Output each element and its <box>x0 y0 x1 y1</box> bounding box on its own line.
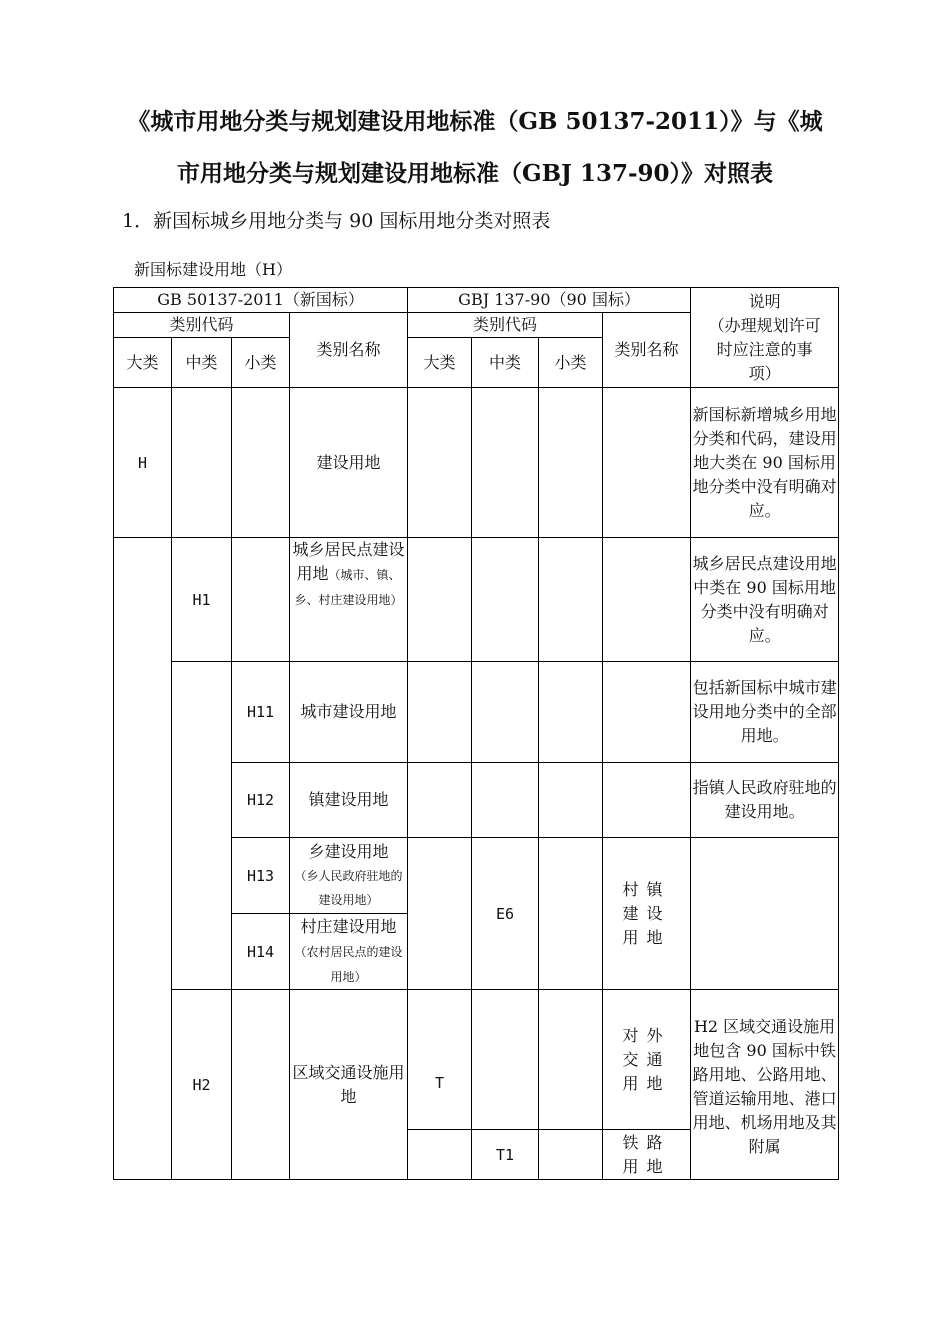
empty-cell <box>232 990 290 1180</box>
empty-cell <box>408 388 472 538</box>
code-h12: H12 <box>232 763 290 838</box>
document-title <box>100 96 850 200</box>
name-h14-detail: （农村居民点的建设用地） <box>294 944 403 984</box>
code-h2: H2 <box>172 990 232 1180</box>
header-new-name: 类别名称 <box>290 313 408 388</box>
empty-cell <box>603 388 691 538</box>
code-h13: H13 <box>232 838 290 914</box>
name-h1-detail: （城市、镇、乡、村庄建设用地） <box>294 568 403 607</box>
empty-cell <box>603 763 691 838</box>
empty-cell <box>232 388 290 538</box>
table-row <box>114 538 839 662</box>
old-name-t <box>603 990 691 1130</box>
empty-cell <box>539 538 603 662</box>
name-h13 <box>290 838 408 914</box>
empty-medium-cell <box>172 662 232 990</box>
section-heading: 1．新国标城乡用地分类与 90 国标用地分类对照表 <box>122 210 551 232</box>
empty-cell <box>408 538 472 662</box>
note-h12: 指镇人民政府驻地的建设用地。 <box>691 763 839 838</box>
empty-cell <box>472 538 539 662</box>
old-name-t1-text: 铁路用地 <box>622 1132 671 1176</box>
empty-cell <box>603 538 691 662</box>
header-medium: 中类 <box>172 338 232 388</box>
name-h1-main: 城乡居民点建设用地 <box>292 540 405 583</box>
name-h14-main: 村庄建设用地 <box>300 916 397 936</box>
empty-cell <box>539 1130 603 1180</box>
header-note-subtitle: （办理规划许可时应注意的事项） <box>708 315 821 383</box>
header-new-code: 类别代码 <box>114 313 290 338</box>
table-caption: 新国标建设用地（H） <box>134 260 292 279</box>
header-note <box>691 288 839 388</box>
name-h14 <box>290 914 408 990</box>
empty-cell <box>472 662 539 763</box>
header-new-standard: GB 50137-2011（新国标） <box>114 288 408 313</box>
name-h1 <box>290 538 408 662</box>
old-code-t: T <box>408 990 472 1130</box>
name-h12: 镇建设用地 <box>290 763 408 838</box>
name-h13-detail: （乡人民政府驻地的建设用地） <box>294 868 403 907</box>
header-old-name: 类别名称 <box>603 313 691 388</box>
empty-cell <box>408 838 472 990</box>
name-h2: 区域交通设施用地 <box>290 990 408 1180</box>
empty-cell <box>232 538 290 662</box>
empty-cell <box>472 388 539 538</box>
empty-cell <box>172 388 232 538</box>
header-old-medium: 中类 <box>472 338 539 388</box>
empty-cell <box>603 662 691 763</box>
old-name-e6 <box>603 838 691 990</box>
empty-cell <box>408 1130 472 1180</box>
empty-cell <box>539 662 603 763</box>
name-h: 建设用地 <box>290 388 408 538</box>
old-name-t-text: 对外交通用地 <box>622 1025 671 1093</box>
old-name-t1 <box>603 1130 691 1180</box>
note-h2: H2 区域交通设施用地包含 90 国标中铁路用地、公路用地、管道运输用地、港口用地、机场用地及其附属 <box>691 990 839 1180</box>
name-h13-main: 乡建设用地 <box>308 841 389 861</box>
table-row <box>114 388 839 538</box>
header-old-code: 类别代码 <box>408 313 603 338</box>
comparison-table <box>113 287 839 1180</box>
empty-cell <box>472 990 539 1130</box>
empty-cell <box>472 763 539 838</box>
old-name-e6-text: 村镇建设用地 <box>622 879 671 947</box>
code-h11: H11 <box>232 662 290 763</box>
empty-major-cell <box>114 538 172 1180</box>
note-h: 新国标新增城乡用地分类和代码，建设用地大类在 90 国标用地分类中没有明确对应。 <box>691 388 839 538</box>
empty-cell <box>539 838 603 990</box>
table-row <box>114 662 839 763</box>
empty-cell <box>408 763 472 838</box>
header-old-minor: 小类 <box>539 338 603 388</box>
header-note-title: 说明 <box>748 291 781 311</box>
name-h11: 城市建设用地 <box>290 662 408 763</box>
document-title-line-1: 《城市用地分类与规划建设用地标准（GB 50137-2011）》与《城 <box>127 108 823 135</box>
note-h1: 城乡居民点建设用地中类在 90 国标用地分类中没有明确对应。 <box>691 538 839 662</box>
old-code-e6: E6 <box>472 838 539 990</box>
old-code-t1: T1 <box>472 1130 539 1180</box>
empty-cell <box>539 388 603 538</box>
header-row-1 <box>114 288 839 313</box>
header-old-standard: GBJ 137-90（90 国标） <box>408 288 691 313</box>
table-row <box>114 990 839 1130</box>
empty-cell <box>539 990 603 1130</box>
code-h14: H14 <box>232 914 290 990</box>
header-old-major: 大类 <box>408 338 472 388</box>
code-h: H <box>114 388 172 538</box>
code-h1: H1 <box>172 538 232 662</box>
empty-cell <box>408 662 472 763</box>
header-major: 大类 <box>114 338 172 388</box>
document-title-line-2: 市用地分类与规划建设用地标准（GBJ 137-90）》对照表 <box>176 160 774 187</box>
header-minor: 小类 <box>232 338 290 388</box>
note-h11: 包括新国标中城市建设用地分类中的全部用地。 <box>691 662 839 763</box>
empty-cell <box>539 763 603 838</box>
empty-note-cell <box>691 838 839 990</box>
